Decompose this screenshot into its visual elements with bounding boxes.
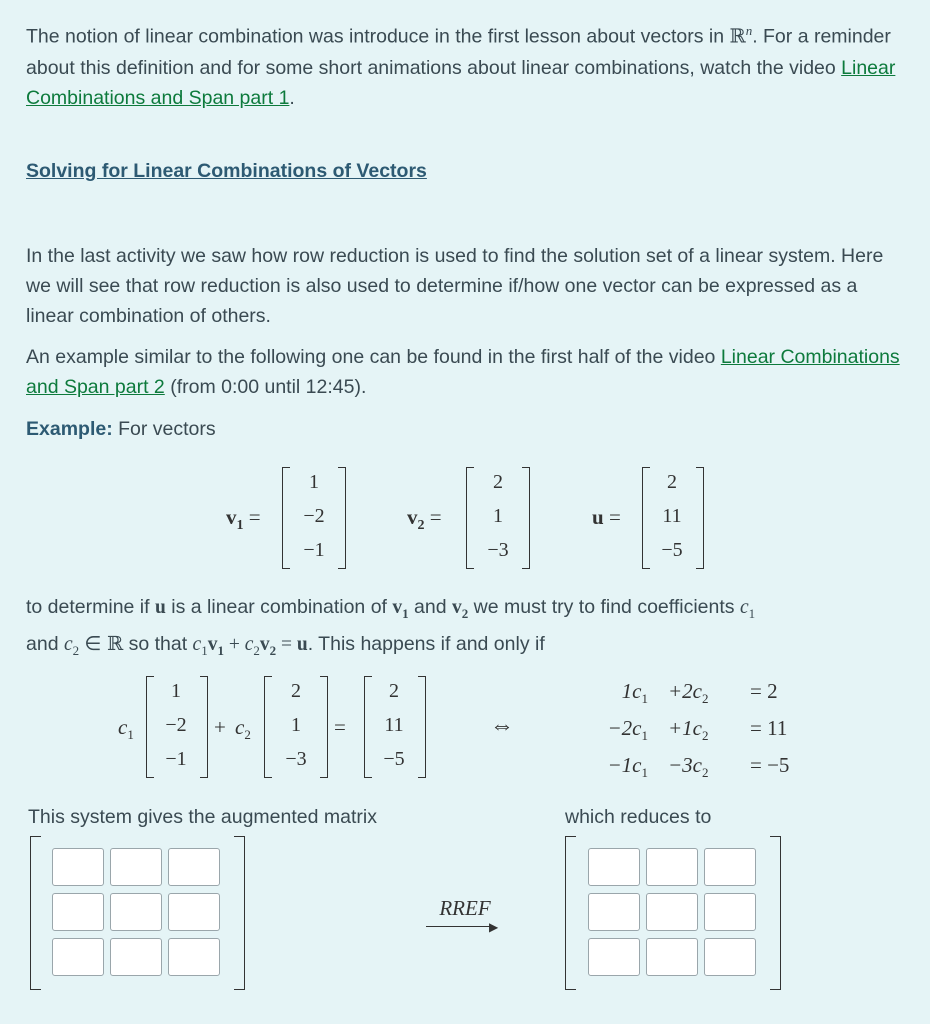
reduces-to-label: which reduces to (565, 806, 712, 828)
reduced-cell-2-2[interactable] (646, 893, 698, 931)
paragraph-row-reduction: In the last activity we saw how row reduction is used to find the solution set of a linear system. Here we will see that row reduction is also used to determine if/how one vector can be expressed as a linear combination of others. (26, 245, 884, 327)
augmented-cell-3-2[interactable] (110, 938, 162, 976)
reduced-cell-1-3[interactable] (704, 848, 756, 886)
augmented-cell-2-1[interactable] (52, 893, 104, 931)
equation-column-2: 2 1 −3 (285, 680, 307, 770)
paragraph-coefficients: to determine if u is a linear combination of $v_1$ and $v_2$ we must try to find coefficients $c_1$ and $c_2$ ∈ ℝ so that $c_1v_1 + c_2v_2 = u$. This happens if and only if (26, 596, 756, 658)
reduced-cell-2-1[interactable] (588, 893, 640, 931)
vector-u-entries: 2 11 −5 (661, 471, 683, 561)
augmented-cell-1-1[interactable] (52, 848, 104, 886)
example-label: Example: (26, 418, 113, 440)
augmented-cell-3-1[interactable] (52, 938, 104, 976)
reduced-cell-3-2[interactable] (646, 938, 698, 976)
intro-paragraph: The notion of linear combination was introduce in the first lesson about vectors in ℝ$^n$. For a reminder about this definition and for some short animations about linear combinations, watch the video Linear Combinations and Span part 1. (26, 23, 896, 109)
reduced-cell-1-2[interactable] (646, 848, 698, 886)
iff-arrow-icon: ⇔ (490, 713, 514, 739)
augmented-cell-1-3[interactable] (168, 848, 220, 886)
augmented-cell-3-3[interactable] (168, 938, 220, 976)
reduced-cell-3-1[interactable] (588, 938, 640, 976)
equation-column-1: 1 −2 −1 (165, 680, 187, 770)
equation-column-3: 2 11 −5 (383, 680, 405, 770)
vector-v2-entries: 2 1 −3 (487, 471, 509, 561)
example-line: Example: For vectors (26, 418, 216, 440)
augmented-cell-2-2[interactable] (110, 893, 162, 931)
video-link-part-1[interactable]: Linear Combinations and Span part 1 (26, 56, 896, 109)
augmented-matrix-label: This system gives the augmented matrix (28, 806, 377, 828)
augmented-cell-1-2[interactable] (110, 848, 162, 886)
rref-label: RREF (439, 896, 491, 920)
reduced-cell-3-3[interactable] (704, 938, 756, 976)
reduced-cell-2-3[interactable] (704, 893, 756, 931)
vector-v1-entries: 1 −2 −1 (303, 471, 325, 561)
right-arrow-icon: ▶ (489, 920, 499, 934)
paragraph-video-reference: An example similar to the following one can be found in the first half of the video Linear Combinations and Span part 2 (from 0:00 until 12:45). (26, 346, 900, 398)
video-link-part-2[interactable]: Linear Combinations and Span part 2 (26, 346, 900, 398)
reduced-cell-1-1[interactable] (588, 848, 640, 886)
augmented-cell-2-3[interactable] (168, 893, 220, 931)
section-heading-link[interactable]: Solving for Linear Combinations of Vectors (26, 160, 427, 182)
